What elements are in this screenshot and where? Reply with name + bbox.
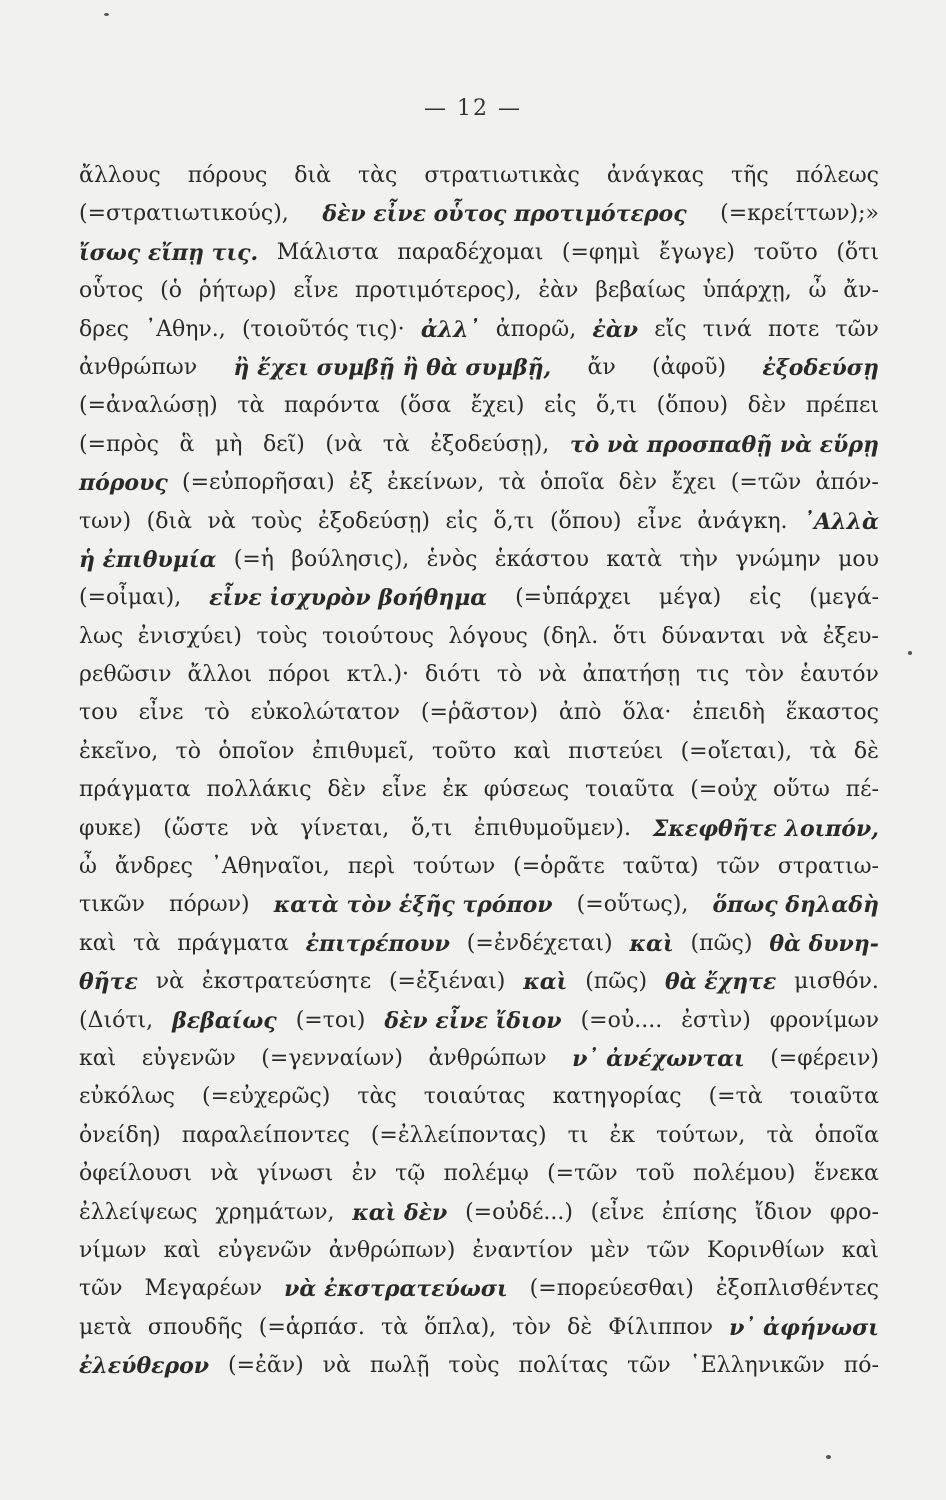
word: τὸ (496, 662, 523, 688)
word: νίμων (79, 1237, 147, 1263)
text-line (79, 1194, 879, 1232)
word: προτιμότερος), (354, 278, 522, 304)
text-line (79, 810, 879, 848)
word: τῶν (627, 1353, 671, 1379)
word: εὐκολώτατον (250, 700, 401, 726)
word: ᾿Αθην., (145, 316, 226, 342)
text-line (79, 464, 879, 502)
word: ἐπιθυμοῦμεν). (473, 815, 631, 841)
word: (=ἐνδέχεται) (466, 930, 613, 956)
word: ὅ,τι (596, 393, 638, 419)
word: καὶ (513, 738, 551, 764)
word: εἰς (544, 393, 577, 419)
word: καὶ (79, 930, 117, 956)
emphasized-phrase: ἀλλ᾿ (420, 316, 480, 343)
word: (δηλ. (542, 623, 599, 649)
word: τὰ (498, 470, 526, 496)
word: (=ἐᾶν) (228, 1353, 304, 1379)
word: ἐκ (609, 1122, 636, 1148)
text-line (79, 1270, 879, 1308)
word: των) (79, 508, 132, 534)
word: εὐγενῶν (141, 1045, 236, 1071)
word: ἐκστρατεύσητε (201, 969, 372, 995)
word: γνώμην (735, 546, 821, 572)
word: νὰ (207, 508, 236, 534)
word: βεβαίως (595, 278, 686, 304)
word: ἐξοδεύσῃ), (430, 431, 550, 457)
word: Κορινθίων (706, 1237, 825, 1263)
word: ἀνθρώπων (79, 354, 198, 380)
word: ἀνθρώπων) (328, 1237, 456, 1263)
emphasized-phrase: καὶ (629, 930, 674, 957)
word: (εἶνε (590, 1199, 645, 1225)
word: εἶνε (138, 700, 184, 726)
text-line (79, 1002, 879, 1040)
word: ταῦτα) (622, 854, 699, 880)
word: ἴδιον (755, 1199, 813, 1225)
word: ἄλλους (79, 163, 161, 188)
word: ἑκάστου (494, 546, 589, 572)
word: πό- (843, 1353, 879, 1379)
word: (=πορεύεσθαι) (529, 1276, 694, 1302)
word: καὶ (163, 1237, 201, 1263)
emphasized-phrase: κατὰ τὸν ἑξῆς τρόπον (273, 892, 553, 919)
word: ἐλλείψεως (79, 1199, 198, 1225)
word: (=στρατιωτικούς), (79, 201, 289, 227)
word: πράγματα (177, 930, 289, 956)
word: τῶν (646, 1237, 691, 1263)
word: φυκε) (79, 815, 142, 841)
emphasized-phrase: δὲν εἶνε ἴδιον (384, 1007, 562, 1034)
word: (ὅπου) (549, 508, 622, 534)
word: εἰς (445, 508, 478, 534)
word: τούτων (413, 854, 496, 880)
word: ἐνισχύει) (137, 623, 242, 649)
emphasized-phrase: βεβαίως (172, 1007, 277, 1034)
word: τὰ (380, 1314, 408, 1340)
word: τοῦ (635, 1161, 675, 1187)
word: ἀπορῶ, (495, 316, 577, 342)
word: (ὁ (160, 278, 182, 304)
word: τοιούτους (322, 623, 434, 649)
word: (πῶς) (585, 969, 648, 995)
text-line (79, 234, 879, 272)
word: τοιαῦτα (585, 777, 675, 803)
word: τούτων, (656, 1122, 746, 1148)
word: πωλῇ (369, 1353, 430, 1379)
word: ἄνδρες (114, 854, 193, 880)
word: (=ἐλλείποντας) (370, 1122, 547, 1148)
word: τοῦτο (432, 738, 497, 764)
word: τοιαύτας (423, 1084, 526, 1110)
emphasized-phrase: τὸ νὰ προσπαθῇ νὰ εὕρῃ (569, 431, 879, 458)
text-line (79, 1040, 879, 1078)
word: πόρους (187, 163, 268, 188)
word: ἔγωγε) (658, 239, 736, 265)
word: ρεθῶσιν (79, 662, 172, 688)
word: βούλησις), (291, 546, 410, 572)
word: εὐκόλως (79, 1084, 175, 1110)
word: γίνωσι (256, 1161, 334, 1187)
emphasized-phrase: δὲν εἶνε οὗτος προτιμότερος (322, 201, 687, 228)
word: τῶν (79, 1276, 123, 1302)
word: τὰ (382, 431, 410, 457)
emphasized-phrase: ἐξοδεύσῃ (762, 354, 879, 381)
word: κατὰ (606, 546, 662, 572)
word: (=γενναίων) (261, 1045, 403, 1071)
word: (=τοι) (295, 1007, 366, 1033)
word: κτλ.)· (346, 662, 410, 688)
word: ὑπάρχῃ, (702, 278, 792, 304)
word: τοὺς (448, 1353, 500, 1379)
word: τῷ (395, 1161, 426, 1187)
word: μὲν (590, 1237, 630, 1263)
word: τὰς (358, 163, 398, 188)
word: τὴν (679, 546, 719, 572)
word: ἐξευ- (822, 623, 879, 649)
word: τοῦτο (753, 239, 818, 265)
word: ἀπὸ (558, 700, 602, 726)
emphasized-phrase: εἶνε ἰσχυρὸν βοήθημα (209, 585, 488, 612)
word: (=τῶν (547, 1161, 618, 1187)
word: ἐὰν (538, 278, 579, 304)
word: διὰ (294, 163, 331, 188)
word: τὰ (133, 930, 161, 956)
word: παραδέχομαι (397, 239, 544, 265)
emphasized-phrase: ἴσως εἴπῃ τις. (79, 239, 259, 266)
word: ἑαυτόν (800, 662, 879, 688)
word: δεῖ) (262, 431, 305, 457)
text-line (79, 579, 879, 617)
word: (=φημὶ (561, 239, 641, 265)
word: ἐξοδεύσῃ) (317, 508, 430, 534)
word: ὅ,τι (411, 815, 453, 841)
emphasized-phrase: καὶ (523, 969, 568, 996)
word: Φίλιππον (608, 1314, 714, 1340)
word: ἃ (179, 431, 195, 457)
text-line (79, 387, 879, 425)
word: τι (567, 1122, 589, 1148)
word: φύσεως (483, 777, 570, 803)
word: ἀνάγκας (606, 163, 704, 188)
emphasized-phrase: ἢ ἔχει συμβῇ ἢ θὰ συμβῇ, (233, 354, 552, 381)
word: μὴ (214, 431, 243, 457)
word: τῶν (716, 854, 760, 880)
emphasized-phrase: ἡ ἐπιθυμία (79, 546, 217, 573)
word: ἔχει (671, 470, 717, 496)
word: ὀνείδη) (79, 1122, 161, 1148)
word: νὰ (779, 623, 809, 649)
word: ὦ (808, 278, 827, 304)
word: στρατιω- (777, 854, 879, 880)
word: λόγους (448, 623, 528, 649)
word: (=οἶμαι), (79, 585, 182, 611)
word: ἐπιθυμεῖ, (311, 738, 415, 764)
emphasized-phrase: ἐὰν (592, 316, 638, 343)
text-line (79, 1078, 879, 1116)
emphasized-phrase: ὅπως δηλαδὴ (712, 892, 879, 919)
word: κατηγορίας (552, 1084, 682, 1110)
word: Μάλιστα (276, 239, 379, 265)
word: (=οὐχ (690, 777, 758, 803)
scan-speck (104, 13, 109, 16)
text-line (79, 848, 879, 886)
emphasized-phrase: ἐλεύθερον (79, 1353, 210, 1380)
word: πράγματα (79, 777, 191, 803)
word: (ὅτι (836, 239, 879, 265)
word: (ὅπου) (656, 393, 729, 419)
word: (Διότι, (79, 1007, 154, 1033)
word: πολλάκις (206, 777, 312, 803)
word: (ὥστε (163, 815, 229, 841)
word: (=ὑπάρχει (515, 585, 632, 611)
word: τὸν (745, 662, 785, 688)
word: ὀφείλουσι (79, 1161, 192, 1187)
word: πόρων) (169, 892, 250, 918)
word: ἐναντίον (472, 1237, 574, 1263)
word: (=πρὸς (79, 431, 159, 457)
text-line (79, 1347, 879, 1385)
word: ἐξοπλισθέντες (715, 1276, 879, 1302)
word: Μεγαρέων (144, 1276, 263, 1302)
word: ἐν (351, 1161, 377, 1187)
word: (=τὰ (708, 1084, 763, 1110)
word: ἐπίσης (661, 1199, 738, 1225)
word: ἐκείνων, (387, 470, 485, 496)
word: νὰ (538, 662, 567, 688)
emphasized-phrase: θὰ ἔχητε (664, 969, 777, 996)
word: (=κρείττων);» (720, 201, 879, 227)
word: (διὰ (146, 508, 192, 534)
word: (=οὐ.... (580, 1007, 663, 1033)
word: (ὅσα (399, 393, 452, 419)
text-line (79, 1232, 879, 1270)
emphasized-phrase: νὰ ἐκστρατεύωσι (284, 1276, 508, 1303)
word: νὰ (250, 815, 279, 841)
word: οὕτω (773, 777, 830, 803)
emphasized-phrase: θὰ δυνη- (769, 930, 879, 957)
word: γίνεται, (300, 815, 390, 841)
word: (μεγά- (809, 585, 879, 611)
word: ἕνεκα (813, 1161, 879, 1187)
word: ἐκεῖνο, (79, 738, 159, 764)
emphasized-phrase: ἐπιτρέπουν (305, 930, 450, 957)
word: πόλεως (795, 163, 879, 188)
word: ἔχει) (470, 393, 525, 419)
word: τὸν (512, 1314, 552, 1340)
word: ὅπλα), (424, 1314, 497, 1340)
word: στρατιωτικὰς (424, 163, 580, 188)
word: (=ἁρπάσ. (258, 1314, 365, 1340)
text-line (79, 349, 879, 387)
text-line (79, 656, 879, 694)
word: δὲν (327, 777, 366, 803)
emphasized-phrase: πόρους (79, 470, 168, 497)
word: τινά (702, 316, 752, 342)
word: (τοιοῦτός τις)· (241, 316, 405, 342)
word: (νὰ (325, 431, 363, 457)
text-line (79, 541, 879, 579)
word: ὁποῖον (218, 738, 295, 764)
word: νὰ (210, 1161, 239, 1187)
word: νὰ (322, 1353, 351, 1379)
page-number: — 12 — (424, 96, 522, 121)
word: τὰς (357, 1084, 397, 1110)
word: παρόντα (283, 393, 380, 419)
word: ὁποῖα (814, 1122, 879, 1148)
word: (=οἴεται), (680, 738, 793, 764)
word: ῾Ελληνικῶν (689, 1353, 825, 1379)
word: (=φέρειν) (770, 1045, 879, 1071)
word: μισθόν. (794, 969, 879, 995)
word: πιστεύει (568, 738, 664, 764)
word: ἄν- (843, 278, 879, 304)
text-line (79, 195, 879, 233)
word: ἐπειδὴ (692, 700, 765, 726)
word: του (79, 700, 118, 726)
emphasized-phrase: καὶ δὲν (352, 1199, 448, 1226)
text-line (79, 426, 879, 464)
word: φρονίμων (769, 1007, 879, 1033)
text-line (79, 963, 879, 1001)
text-line (79, 1117, 879, 1155)
word: ἄν (587, 354, 616, 380)
word: τὰ (237, 393, 265, 419)
word: καὶ (79, 1045, 117, 1071)
word: τὸ (204, 700, 230, 726)
word: ἀνθρώπων (428, 1045, 547, 1071)
word: ἐξ (348, 470, 373, 496)
text-line (79, 1155, 879, 1193)
word: πολέμου) (692, 1161, 796, 1187)
word: νὰ (155, 969, 184, 995)
word: πόροι (268, 662, 331, 688)
word: χρημάτων, (215, 1199, 335, 1225)
word: φρο- (829, 1199, 879, 1225)
word: τοιαῦτα (789, 1084, 879, 1110)
word: ἐστὶν) (681, 1007, 751, 1033)
word: τὸ (175, 738, 201, 764)
scan-speck (826, 1455, 831, 1459)
word: εἶνε (381, 777, 427, 803)
word: εἰς (749, 585, 782, 611)
word: ἀπατήσῃ (582, 662, 681, 688)
word: μέγα) (658, 585, 722, 611)
word: (=ὁρᾶτε (513, 854, 605, 880)
text-line (79, 886, 879, 924)
emphasized-phrase: θῆτε (79, 969, 138, 996)
word: ὦ (79, 854, 97, 880)
word: (=ἐξιέναι) (388, 969, 506, 995)
emphasized-phrase: ν᾿ ἀφήνωσι (729, 1314, 879, 1341)
text-line (79, 618, 879, 656)
word: (=οὕτως), (576, 892, 689, 918)
text-line (79, 157, 879, 195)
word: δὲν (747, 393, 787, 419)
word: τικῶν (79, 892, 145, 918)
text-line (79, 925, 879, 963)
word: πέ- (845, 777, 879, 803)
word: ἀνάγκη. (697, 508, 788, 534)
word: δὲ (567, 1314, 593, 1340)
word: τοὺς (251, 508, 303, 534)
word: (=εὐπορῆσαι) (182, 470, 335, 496)
word: λως (79, 623, 124, 649)
word: ἕκαστος (785, 700, 879, 726)
word: περὶ (347, 854, 396, 880)
text-line (79, 694, 879, 732)
word: τοὺς (256, 623, 308, 649)
word: εἶνε (293, 278, 339, 304)
word: τὰ (809, 738, 837, 764)
word: παραλείποντες (181, 1122, 350, 1148)
word: πολίτας (518, 1353, 609, 1379)
word: (πῶς) (690, 930, 753, 956)
text-line (79, 771, 879, 809)
word: καὶ (841, 1237, 879, 1263)
word: τῆς (730, 163, 769, 188)
word: εὐγενῶν (217, 1237, 312, 1263)
word: διότι (425, 662, 481, 688)
word: (=τῶν (730, 470, 802, 496)
word: ῥήτωρ) (198, 278, 277, 304)
word: δὲ (853, 738, 879, 764)
word: (ἀφοῦ) (652, 354, 727, 380)
emphasized-phrase: ν᾿ ἀνέχωνται (572, 1045, 745, 1072)
word: ᾿Αθηναῖοι, (210, 854, 330, 880)
word: πολέμῳ (443, 1161, 529, 1187)
word: ὅτι (612, 623, 647, 649)
word: ἄλλοι (187, 662, 253, 688)
text-line (79, 503, 879, 541)
word: τις (696, 662, 730, 688)
scan-speck (908, 651, 912, 655)
word: ὁποῖα (539, 470, 605, 496)
word: σπουδῆς (147, 1314, 243, 1340)
word: μετὰ (79, 1314, 132, 1340)
word: ποτε (767, 316, 820, 342)
word: δύνανται (661, 623, 766, 649)
word: μου (838, 546, 879, 572)
emphasized-phrase: Σκεφθῆτε λοιπόν, (652, 815, 879, 842)
word: (=εὐχερῶς) (202, 1084, 331, 1110)
word: οὗτος (79, 278, 144, 304)
word: (=ἡ (233, 546, 274, 572)
word: (=οὐδέ...) (465, 1199, 573, 1225)
word: (=ῥᾶστον) (420, 700, 539, 726)
emphasized-phrase: ᾿Αλλὰ (803, 508, 879, 535)
text-line (79, 1309, 879, 1347)
word: δὲν (618, 470, 658, 496)
word: πρέπει (805, 393, 879, 419)
word: (=ἀναλώσῃ) (79, 393, 218, 419)
word: τὰ (766, 1122, 794, 1148)
text-line (79, 311, 879, 349)
word: τῶν (835, 316, 879, 342)
word: ἐκ (442, 777, 468, 803)
text-line (79, 733, 879, 771)
word: ἀπόν- (815, 470, 879, 496)
body-text (79, 157, 879, 1386)
text-line (79, 272, 879, 310)
word: ὅ,τι (493, 508, 535, 534)
word: ἑνὸς (426, 546, 478, 572)
word: δρες (79, 316, 129, 342)
word: εἴς (654, 316, 687, 342)
word: εἶνε (637, 508, 682, 534)
word: ὅλα· (622, 700, 672, 726)
